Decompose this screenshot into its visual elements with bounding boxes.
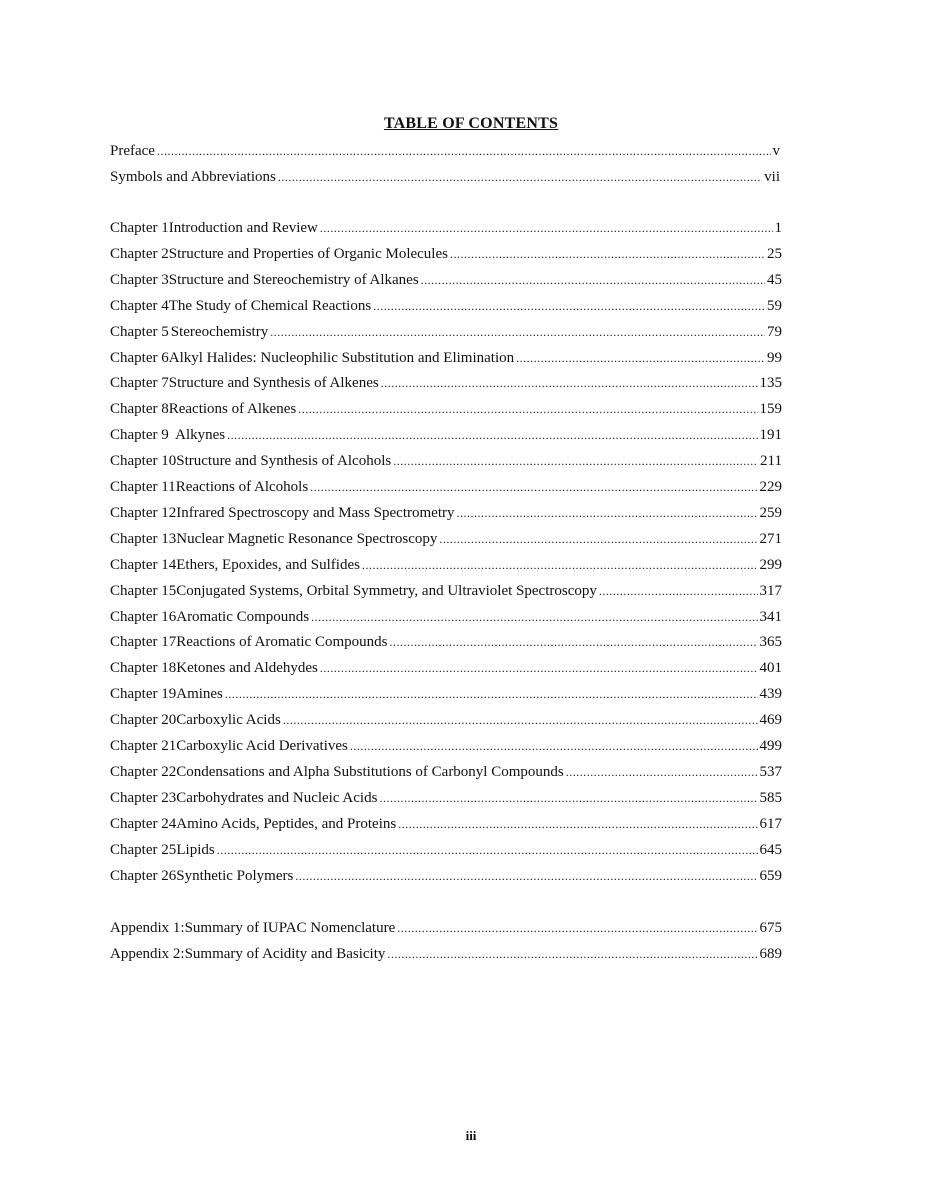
chapter-entry[interactable] <box>110 270 782 290</box>
chapter-entry[interactable] <box>110 503 782 523</box>
chapter-label: Chapter 1 <box>110 220 169 236</box>
chapter-page: 159 <box>759 401 782 418</box>
chapter-label: Chapter 24 <box>110 815 177 832</box>
chapter-entry[interactable] <box>110 529 782 549</box>
chapter-page: 401 <box>759 660 782 677</box>
chapter-entry[interactable] <box>110 658 782 678</box>
chapter-entry[interactable] <box>110 218 782 238</box>
leader-dots <box>599 581 758 601</box>
leader-dots <box>393 451 758 471</box>
toc-title: TABLE OF CONTENTS <box>383 115 559 132</box>
chapter-page: 99 <box>767 349 782 366</box>
chapter-page: 365 <box>759 634 782 651</box>
chapter-title: Reactions of Alkenes <box>168 401 297 418</box>
chapter-title: Amino Acids, Peptides, and Proteins <box>176 815 397 832</box>
chapter-title: Lipids <box>176 841 215 858</box>
leader-dots <box>295 866 757 886</box>
chapter-label: Chapter 17 <box>110 634 177 651</box>
chapter-title: Alkyl Halides: Nucleophilic Substitution and Elimination <box>168 349 515 366</box>
chapter-entry[interactable] <box>110 762 782 782</box>
chapter-page: 341 <box>759 608 782 625</box>
chapter-page: 229 <box>759 479 782 495</box>
leader-dots <box>310 477 757 497</box>
chapter-label: Chapter 11 <box>110 479 176 495</box>
leader-dots <box>373 296 765 316</box>
chapter-page: 211 <box>760 453 782 470</box>
chapter-page: 659 <box>759 867 782 884</box>
chapter-label: Chapter 16 <box>110 608 177 625</box>
page-number: iii <box>465 1128 477 1143</box>
leader-dots <box>389 632 757 652</box>
chapter-title: Infrared Spectroscopy and Mass Spectrometry <box>176 504 455 521</box>
chapter-title: Reactions of Aromatic Compounds <box>176 634 388 651</box>
chapter-label: Chapter 2 <box>110 245 169 262</box>
chapter-page: 617 <box>759 815 782 832</box>
chapter-entry[interactable] <box>110 632 782 652</box>
chapter-title: Ketones and Aldehydes <box>176 660 318 677</box>
chapter-title: Carboxylic Acid Derivatives <box>176 738 348 754</box>
leader-dots <box>439 529 757 549</box>
chapter-label: Chapter 13 <box>110 530 177 547</box>
chapter-entry[interactable] <box>110 607 782 627</box>
leader-dots <box>157 141 771 161</box>
leader-dots <box>298 399 757 419</box>
chapter-label: Chapter 20 <box>110 712 177 729</box>
chapter-entry[interactable] <box>110 555 782 575</box>
chapter-entry[interactable] <box>110 581 782 601</box>
leader-dots <box>320 658 758 678</box>
chapter-label: Chapter 7 <box>110 375 169 392</box>
chapter-page: 79 <box>767 323 782 340</box>
appendix-page: 675 <box>759 920 782 936</box>
chapter-title: Carboxylic Acids <box>176 712 281 729</box>
leader-dots <box>270 322 765 342</box>
leader-dots <box>278 167 762 187</box>
chapter-label: Chapter 14 <box>110 556 177 573</box>
chapter-entry[interactable] <box>110 788 782 808</box>
appendix-title: Summary of IUPAC Nomenclature <box>184 920 396 936</box>
chapter-page: 59 <box>767 297 782 314</box>
appendix-label: Appendix 2: <box>110 946 185 962</box>
chapter-label: Chapter 8 <box>110 401 169 418</box>
chapter-page: 25 <box>767 245 782 262</box>
chapter-title: Stereochemistry <box>170 323 269 340</box>
chapter-label: Chapter 21 <box>110 738 177 754</box>
leader-dots <box>379 788 757 808</box>
leader-dots <box>381 373 758 393</box>
leader-dots <box>362 555 758 575</box>
chapter-entry[interactable] <box>110 814 782 834</box>
chapter-label: Chapter 4 <box>110 297 169 314</box>
chapter-entry[interactable] <box>110 348 782 368</box>
chapter-entry[interactable] <box>110 736 782 756</box>
chapter-label: Chapter 22 <box>110 763 177 780</box>
chapter-label: Chapter 26 <box>110 867 177 884</box>
chapter-entry[interactable] <box>110 710 782 730</box>
chapter-title: Carbohydrates and Nucleic Acids <box>176 789 378 806</box>
chapter-entry[interactable] <box>110 840 782 860</box>
appendix-title: Summary of Acidity and Basicity <box>184 946 386 962</box>
chapter-title: Reactions of Alcohols <box>175 479 309 495</box>
appendix-entry[interactable] <box>110 918 782 938</box>
chapter-title: Condensations and Alpha Substitutions of Carbonyl Compounds <box>176 763 564 780</box>
chapter-page: 469 <box>759 712 782 729</box>
leader-dots <box>516 348 765 368</box>
chapter-label: Chapter 25 <box>110 841 177 858</box>
chapter-label: Chapter 5 <box>110 323 169 340</box>
chapter-page: 439 <box>759 686 782 703</box>
chapter-page: 135 <box>759 375 782 392</box>
chapter-label: Chapter 18 <box>110 660 177 677</box>
leader-dots <box>350 736 758 756</box>
chapter-page: 537 <box>759 763 782 780</box>
appendix-label: Appendix 1: <box>110 920 185 936</box>
chapter-page: 45 <box>767 271 782 288</box>
chapter-label: Chapter 6 <box>110 349 169 366</box>
chapter-entry[interactable] <box>110 451 782 471</box>
chapter-page: 259 <box>759 504 782 521</box>
entry-page: v <box>772 143 780 159</box>
toc-entry-symbols[interactable] <box>110 167 780 187</box>
leader-dots <box>217 840 758 860</box>
leader-dots <box>320 218 773 238</box>
chapter-entry[interactable] <box>110 373 782 393</box>
chapter-title: Structure and Stereochemistry of Alkanes <box>168 271 419 288</box>
entry-title: Preface <box>110 143 155 159</box>
chapter-page: 1 <box>774 220 782 236</box>
entry-page: vii <box>764 169 780 185</box>
chapter-title: Nuclear Magnetic Resonance Spectroscopy <box>176 530 438 547</box>
chapter-title: Introduction and Review <box>168 220 318 236</box>
leader-dots <box>456 503 757 523</box>
leader-dots <box>421 270 765 290</box>
chapter-label: Chapter 9 <box>110 427 169 444</box>
entry-title: Symbols and Abbreviations <box>110 169 276 185</box>
chapter-title: Structure and Synthesis of Alkenes <box>168 375 379 392</box>
chapter-entry[interactable] <box>110 296 782 316</box>
chapter-label: Chapter 23 <box>110 789 177 806</box>
leader-dots <box>397 918 757 938</box>
chapter-label: Chapter 10 <box>110 453 177 470</box>
appendix-page: 689 <box>759 946 782 962</box>
chapter-page: 271 <box>759 530 782 547</box>
chapter-label: Chapter 3 <box>110 271 169 288</box>
chapter-entry[interactable] <box>110 244 782 264</box>
chapter-page: 645 <box>759 841 782 858</box>
chapter-title: Aromatic Compounds <box>176 608 310 625</box>
chapter-title: The Study of Chemical Reactions <box>168 297 372 314</box>
appendix-entry[interactable] <box>110 944 782 964</box>
chapter-title: Alkynes <box>175 427 226 444</box>
leader-dots <box>311 607 757 627</box>
chapter-page: 499 <box>759 738 782 754</box>
chapter-label: Chapter 12 <box>110 504 177 521</box>
chapter-page: 585 <box>759 789 782 806</box>
chapter-entry[interactable] <box>110 477 782 497</box>
leader-dots <box>387 944 757 964</box>
chapter-entry[interactable] <box>110 866 782 886</box>
leader-dots <box>566 762 758 782</box>
chapter-entry[interactable] <box>110 684 782 704</box>
chapter-title: Synthetic Polymers <box>176 867 294 884</box>
chapter-title: Ethers, Epoxides, and Sulfides <box>176 556 360 573</box>
chapter-page: 317 <box>759 582 782 599</box>
leader-dots <box>225 684 758 704</box>
leader-dots <box>450 244 765 264</box>
chapter-entry[interactable] <box>110 399 782 419</box>
leader-dots <box>227 425 757 445</box>
chapter-title: Structure and Synthesis of Alcohols <box>176 453 392 470</box>
chapter-title: Conjugated Systems, Orbital Symmetry, and Ultraviolet Spectroscopy <box>176 582 597 599</box>
chapter-page: 191 <box>759 427 782 444</box>
toc-entry-preface[interactable] <box>110 141 780 161</box>
chapter-label: Chapter 15 <box>110 582 177 599</box>
chapter-label: Chapter 19 <box>110 686 177 703</box>
chapter-entry[interactable] <box>110 425 782 445</box>
leader-dots <box>398 814 757 834</box>
chapter-title: Amines <box>176 686 223 703</box>
chapter-entry[interactable] <box>110 322 782 342</box>
chapter-title: Structure and Properties of Organic Molecules <box>168 245 448 262</box>
chapter-page: 299 <box>759 556 782 573</box>
leader-dots <box>283 710 758 730</box>
